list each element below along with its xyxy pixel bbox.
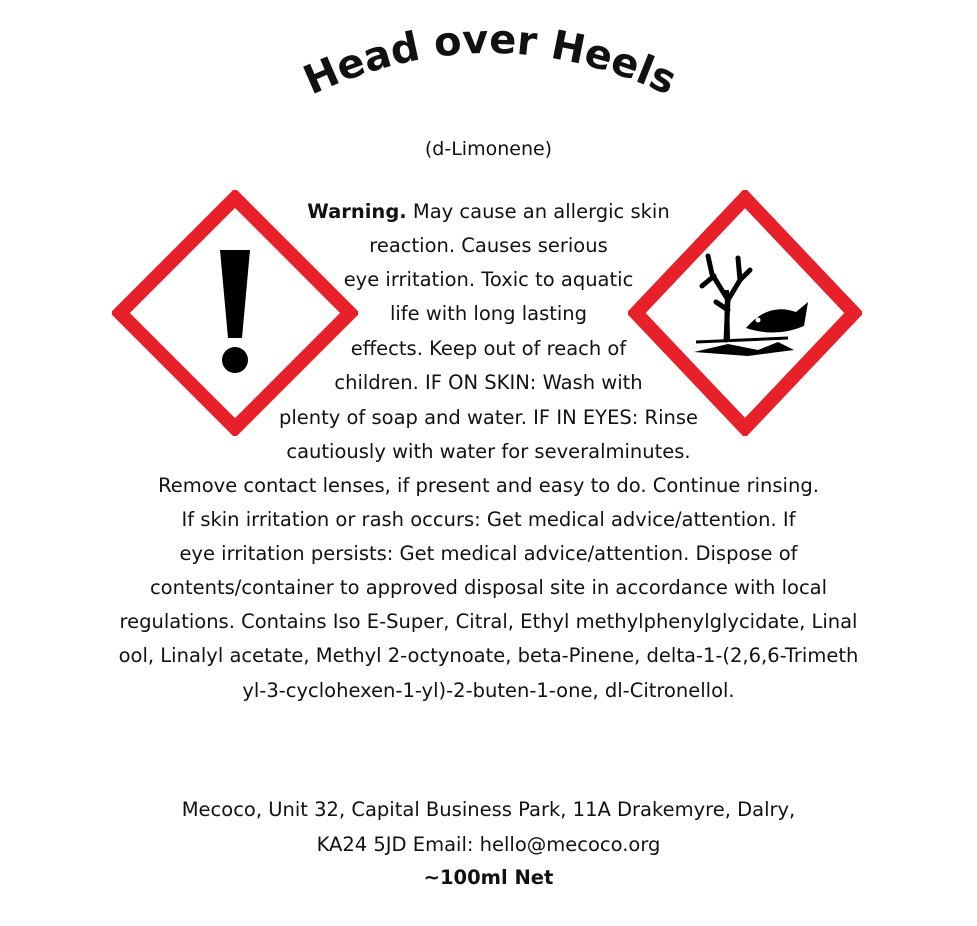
- supplier-address-line: Mecoco, Unit 32, Capital Business Park, 11A Drakemyre, Dalry,: [181, 798, 796, 821]
- warning-line: plenty of soap and water. IF IN EYES: Rinse: [278, 406, 699, 429]
- substance-name: (d-Limonene): [424, 138, 553, 160]
- warning-line: eye irritation persists: Get medical advice/attention. Dispose of: [179, 542, 798, 565]
- warning-line: regulations. Contains Iso E-Super, Citral, Ethyl methylphenylglycidate, Linal: [119, 610, 858, 633]
- warning-line: Remove contact lenses, if present and easy to do. Continue rinsing.: [158, 474, 819, 497]
- warning-line: reaction. Causes serious: [369, 234, 608, 257]
- warning-signal-word: Warning.: [307, 200, 407, 223]
- warning-line: eye irritation. Toxic to aquatic: [343, 268, 634, 291]
- net-quantity: ~100ml Net: [423, 866, 554, 889]
- warning-line: children. IF ON SKIN: Wash with: [334, 371, 643, 394]
- warning-line: contents/container to approved disposal site in accordance with local: [149, 576, 828, 599]
- warning-line: If skin irritation or rash occurs: Get medical advice/attention. If: [181, 508, 796, 531]
- warning-line: yl-3-cyclohexen-1-yl)-2-buten-1-one, dl-Citronellol.: [242, 679, 735, 702]
- warning-line: life with long lasting: [389, 302, 588, 325]
- warning-line: cautiously with water for severalminutes.: [286, 440, 691, 463]
- supplier-address-line: KA24 5JD Email: hello@mecoco.org: [316, 833, 661, 856]
- product-title: [290, 18, 690, 98]
- warning-line: effects. Keep out of reach of: [350, 337, 627, 360]
- warning-line: Warning. May cause an allergic skin: [307, 200, 670, 223]
- warning-line: ool, Linalyl acetate, Methyl 2-octynoate, beta-Pinene, delta-1-(2,6,6-Trimeth: [118, 644, 859, 667]
- product-title-text: Head over Heels: [297, 18, 684, 98]
